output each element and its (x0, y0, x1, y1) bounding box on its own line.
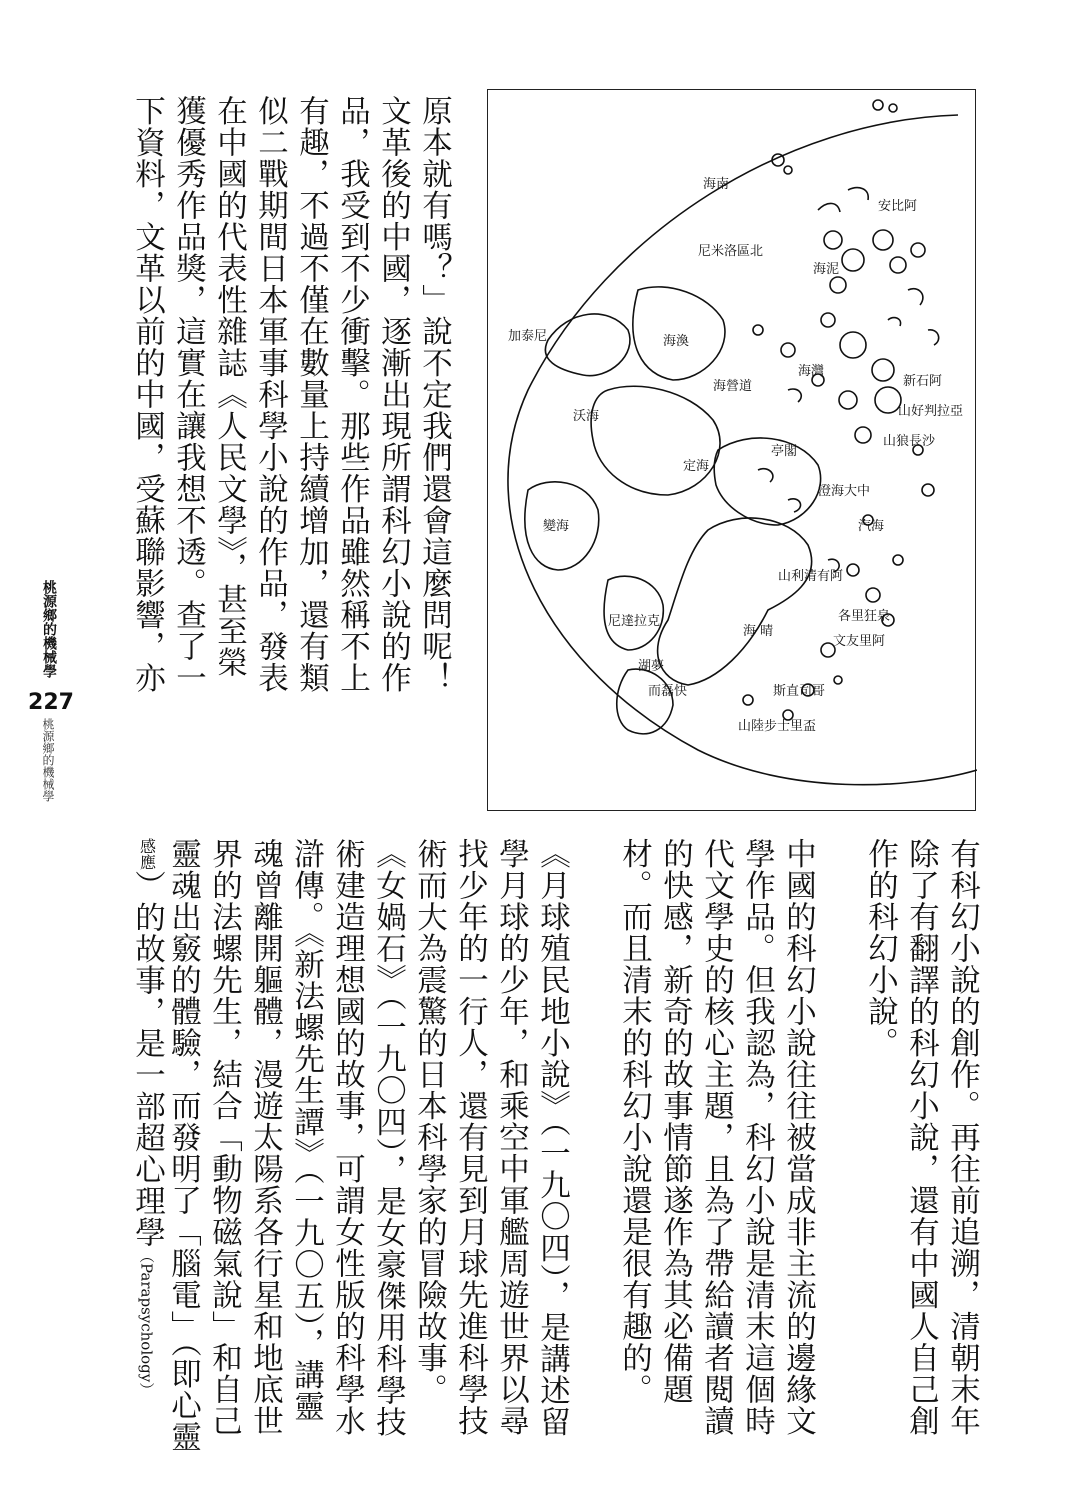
map-label: 文友里阿 (833, 634, 886, 649)
map-label: 沃海 (573, 409, 600, 424)
map-label: 海營道 (713, 379, 753, 394)
upper-text-column: 原本就有嗎？」說不定我們還會這麼問呢！ (416, 95, 452, 694)
map-label: 山陸步士里盃 (738, 719, 817, 734)
lower-text-column: 《月球殖民地小說》（一九〇四），是講述留 (534, 838, 570, 1438)
lower-text-column: 術建造理想國的故事，可謂女性版的科學水 (329, 838, 365, 1437)
page-number: 227 (28, 690, 74, 715)
lower-text-column: 魂曾離開軀體，漫遊太陽系各行星和地底世 (247, 838, 283, 1437)
map-label: 斯直司哥 (773, 684, 826, 699)
upper-text-column: 似二戰期間日本軍事科學小說的作品，發表 (252, 95, 288, 694)
moon-map-drawing (488, 90, 977, 812)
map-label: 澄海大中 (818, 484, 871, 499)
map-label: 海渙 (663, 334, 690, 349)
small-inline-text: （Parapsychology） (137, 1248, 156, 1398)
map-label: 海灣 (798, 364, 825, 379)
lower-text-column: 靈魂出竅的體驗，而發明了「腦電」（即心靈 (165, 838, 201, 1453)
map-label: 山利清有阿 (778, 569, 844, 584)
lower-text-column: 作的科幻小說。 (862, 838, 898, 1059)
running-head-title-light: 桃源鄉的機械學 (41, 718, 55, 802)
map-label: 海南 (703, 177, 730, 192)
map-label: 尼達拉克 (608, 614, 661, 629)
lower-text-column: 材。而且清末的科幻小說還是很有趣的。 (616, 838, 652, 1405)
upper-text-column: 文革後的中國，逐漸出現所謂科幻小說的作 (375, 95, 411, 694)
map-label: 湖夢 (638, 659, 665, 674)
map-label: 汽海 (858, 519, 885, 534)
map-label: 海 晴 (743, 624, 774, 639)
lower-text-column: 除了有翻譯的科幻小說，還有中國人自己創 (903, 838, 939, 1437)
map-label: 而磊快 (648, 684, 688, 699)
upper-text-column: 品，我受到不少衝擊。那些作品雖然稱不上 (334, 95, 370, 694)
map-label: 定海 (683, 459, 710, 474)
upper-text-column: 下資料，文革以前的中國，受蘇聯影響，亦 (129, 95, 165, 694)
lower-text-column: 界的法螺先生，結合「動物磁氣說」和自己 (206, 838, 242, 1437)
last-column-main-text: ）的故事，是一部超心理學 (129, 870, 165, 1248)
moon-map-figure (487, 89, 976, 811)
map-label: 新石阿 (903, 374, 943, 389)
map-label: 各里狂泉 (838, 609, 891, 624)
running-head-title-bold: 桃源鄉的機械學 (41, 580, 57, 678)
small-inline-text: 感應 (137, 838, 157, 870)
lower-text-column: 滸傳。《新法螺先生譚》（一九〇五），講靈 (288, 838, 324, 1423)
upper-text-column: 在中國的代表性雜誌《人民文學》，甚至榮 (211, 95, 247, 679)
lower-text-column: 術而大為震驚的日本科學家的冒險故事。 (411, 838, 447, 1405)
lower-text-column: 找少年的一行人，還有見到月球先進科學技 (452, 838, 488, 1437)
map-label: 亭閣 (771, 444, 798, 459)
lower-text-column: 有科幻小說的創作。再往前追溯，清朝末年 (944, 838, 980, 1437)
lower-text-column: 中國的科幻小說往往被當成非主流的邊緣文 (780, 838, 816, 1437)
map-label: 山狼長沙 (883, 434, 936, 449)
lower-text-last-column (129, 838, 165, 1398)
map-label: 尼米洛區北 (698, 244, 764, 259)
lower-text-column: 代文學史的核心主題，且為了帶給讀者閱讀 (698, 838, 734, 1437)
lower-text-column: 的快感，新奇的故事情節遂作為其必備題 (657, 838, 693, 1405)
lower-text-column: 學作品。但我認為，科幻小說是清末這個時 (739, 838, 775, 1437)
lower-text-column: 《女媧石》（一九〇四），是女豪傑用科學技 (370, 838, 406, 1438)
map-label: 加泰尼 (508, 329, 548, 344)
map-label: 變海 (543, 519, 570, 534)
upper-text-column: 獲優秀作品獎，這實在讓我想不透。查了一 (170, 95, 206, 694)
upper-text-column: 有趣，不過不僅在數量上持續增加，還有類 (293, 95, 329, 694)
lower-text-column: 學月球的少年，和乘空中軍艦周遊世界以尋 (493, 838, 529, 1437)
map-label: 安比阿 (878, 199, 918, 214)
map-label: 山好判拉亞 (898, 404, 964, 419)
map-label: 海泥 (813, 262, 840, 277)
